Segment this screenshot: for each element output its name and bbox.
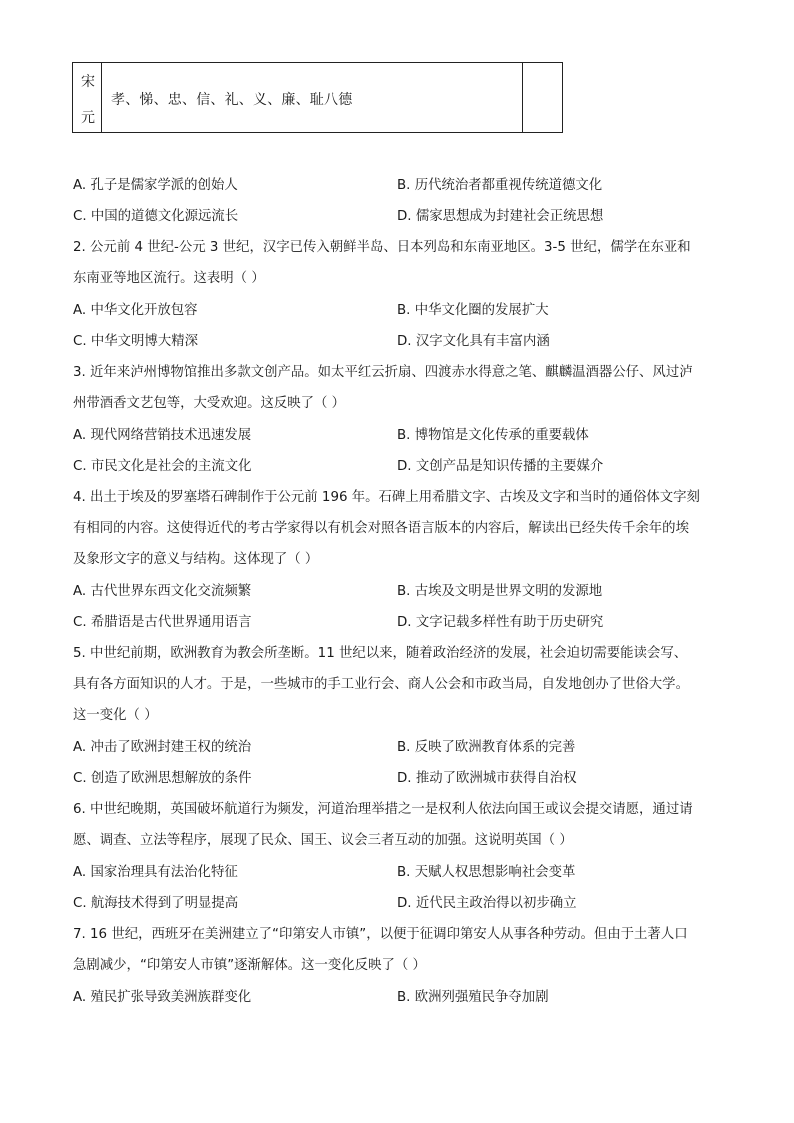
q2-option-b[interactable]: B. 中华文化圈的发展扩大 xyxy=(397,303,549,318)
q2-option-a[interactable]: A. 中华文化开放包容 xyxy=(73,303,198,318)
q5-option-c[interactable]: C. 创造了欧洲思想解放的条件 xyxy=(73,771,252,786)
dynasty-cell xyxy=(73,63,102,132)
q6-stem-line1: 6. 中世纪晚期，英国破坏航道行为频发，河道治理举措之一是权利人依法向国王或议会提交请愿，通过请 xyxy=(73,802,693,817)
moral-table-fragment xyxy=(72,62,563,133)
q6-option-a[interactable]: A. 国家治理具有法治化特征 xyxy=(73,865,238,880)
q3-option-c[interactable]: C. 市民文化是社会的主流文化 xyxy=(73,459,252,474)
q6-option-b[interactable]: B. 天赋人权思想影响社会变革 xyxy=(397,865,576,880)
blank-cell xyxy=(523,63,562,132)
q4-stem-line2: 有相同的内容。这使得近代的考古学家得以有机会对照各语言版本的内容后，解读出已经失传千余年的埃 xyxy=(73,521,689,536)
q4-stem-line1: 4. 出土于埃及的罗塞塔石碑制作于公元前 196 年。石碑上用希腊文字、古埃及文字和当时的通俗体文字刻 xyxy=(73,490,700,505)
q5-stem-line1: 5. 中世纪前期，欧洲教育为教会所垄断。11 世纪以来，随着政治经济的发展，社会迫切需要能读会写、 xyxy=(73,646,688,661)
q4-option-b[interactable]: B. 古埃及文明是世界文明的发源地 xyxy=(397,584,603,599)
q1-option-b[interactable]: B. 历代统治者都重视传统道德文化 xyxy=(397,178,603,193)
q3-option-a[interactable]: A. 现代网络营销技术迅速发展 xyxy=(73,428,252,443)
q1-option-a[interactable]: A. 孔子是儒家学派的创始人 xyxy=(73,178,238,193)
q5-option-b[interactable]: B. 反映了欧洲教育体系的完善 xyxy=(397,740,576,755)
q7-stem-line1: 7. 16 世纪，西班牙在美洲建立了“印第安人市镇”，以便于征调印第安人从事各种劳动。但由于土著人口 xyxy=(73,927,688,942)
q4-option-c[interactable]: C. 希腊语是古代世界通用语言 xyxy=(73,615,252,630)
q6-option-c[interactable]: C. 航海技术得到了明显提高 xyxy=(73,896,239,911)
q7-option-b[interactable]: B. 欧洲列强殖民争夺加剧 xyxy=(397,990,549,1005)
q3-stem-line2: 州带酒香文艺包等，大受欢迎。这反映了（ ） xyxy=(73,396,346,411)
q2-option-c[interactable]: C. 中华文明博大精深 xyxy=(73,334,198,349)
q1-option-d[interactable]: D. 儒家思想成为封建社会正统思想 xyxy=(397,209,604,224)
q3-stem-line1: 3. 近年来泸州博物馆推出多款文创产品。如太平红云折扇、四渡赤水得意之笔、麒麟温酒器公仔、风过泸 xyxy=(73,365,693,380)
q3-option-d[interactable]: D. 文创产品是知识传播的主要媒介 xyxy=(397,459,604,474)
q5-stem-line3: 这一变化（ ） xyxy=(73,708,158,723)
q4-option-d[interactable]: D. 文字记载多样性有助于历史研究 xyxy=(397,615,604,630)
q5-option-d[interactable]: D. 推动了欧洲城市获得自治权 xyxy=(397,771,577,786)
dynasty-bottom-char: 元 xyxy=(81,110,95,126)
q2-option-d[interactable]: D. 汉字文化具有丰富内涵 xyxy=(397,334,550,349)
content-text: 孝、悌、忠、信、礼、义、廉、耻八德 xyxy=(111,92,353,108)
q7-option-a[interactable]: A. 殖民扩张导致美洲族群变化 xyxy=(73,990,252,1005)
q2-stem-line2: 东南亚等地区流行。这表明（ ） xyxy=(73,271,265,286)
q6-stem-line2: 愿、调查、立法等程序，展现了民众、国王、议会三者互动的加强。这说明英国（ ） xyxy=(73,833,573,848)
q5-stem-line2: 具有各方面知识的人才。于是，一些城市的手工业行会、商人公会和市政当局，自发地创办了世俗大学。 xyxy=(73,677,689,692)
q3-option-b[interactable]: B. 博物馆是文化传承的重要载体 xyxy=(397,428,589,443)
q2-stem-line1: 2. 公元前 4 世纪-公元 3 世纪，汉字已传入朝鲜半岛、日本列岛和东南亚地区。3-5 世纪，儒学在东亚和 xyxy=(73,240,691,255)
dynasty-top-char: 宋 xyxy=(81,74,95,90)
q4-option-a[interactable]: A. 古代世界东西文化交流频繁 xyxy=(73,584,252,599)
q1-option-c[interactable]: C. 中国的道德文化源远流长 xyxy=(73,209,239,224)
q7-stem-line2: 急剧减少，“印第安人市镇”逐渐解体。这一变化反映了（ ） xyxy=(73,958,426,973)
content-cell xyxy=(102,63,523,132)
q4-stem-line3: 及象形文字的意义与结构。这体现了（ ） xyxy=(73,552,319,567)
q5-option-a[interactable]: A. 冲击了欧洲封建王权的统治 xyxy=(73,740,252,755)
q6-option-d[interactable]: D. 近代民主政治得以初步确立 xyxy=(397,896,577,911)
